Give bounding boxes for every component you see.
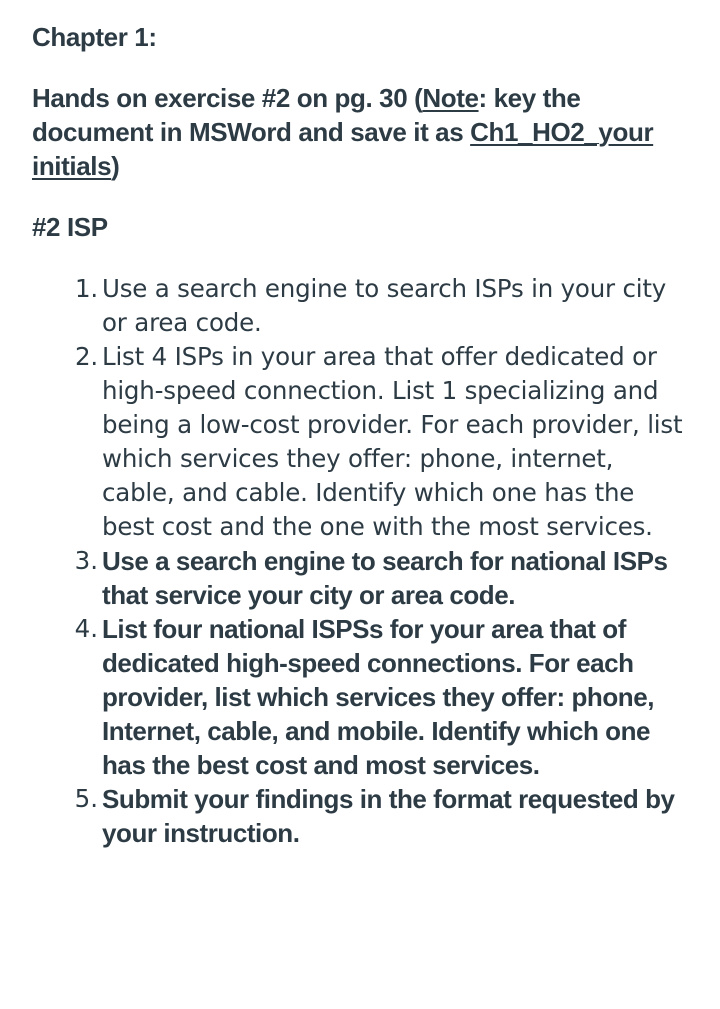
task-number: 1.	[75, 274, 98, 303]
instruction-suffix: )	[111, 151, 120, 181]
task-text: List 4 ISPs in your area that offer dedicated or high-speed connection. List 1 specializing and being a low-cost provider. For each provider, list which services they offer: phone, internet, cable, and cable. Identify which one has the best cost and the one with the most services.	[102, 342, 683, 541]
chapter-heading: Chapter 1:	[32, 22, 157, 52]
task-item-5	[74, 782, 690, 850]
task-text: Use a search engine to search for national ISPs that service your city or area code.	[102, 546, 668, 610]
note-label: Note	[422, 83, 479, 113]
task-item-3	[74, 544, 690, 612]
filename-label: Ch1_HO2_your initials	[32, 117, 654, 181]
task-number: 2.	[75, 342, 98, 371]
task-number: 3.	[74, 546, 98, 575]
task-text: List four national ISPSs for your area that of dedicated high-speed connections. For each provider, list which services they offer: phone, Internet, cable, and mobile. Identify which one has the best cost and most services.	[102, 614, 654, 780]
section-title: #2 ISP	[32, 212, 108, 242]
task-item-1	[75, 272, 690, 340]
task-number: 4.	[74, 614, 98, 643]
task-text: Submit your findings in the format requested by your instruction.	[102, 784, 675, 848]
task-number: 5.	[74, 784, 98, 813]
task-text: Use a search engine to search ISPs in your city or area code.	[102, 274, 667, 337]
task-item-2	[75, 340, 690, 544]
exercise-instruction	[32, 81, 690, 183]
task-item-4	[74, 612, 690, 782]
instruction-prefix: Hands on exercise #2 on pg. 30 (	[32, 83, 423, 113]
task-list	[32, 272, 690, 850]
instruction-middle: : key the document in MSWord and save it as	[32, 83, 581, 147]
